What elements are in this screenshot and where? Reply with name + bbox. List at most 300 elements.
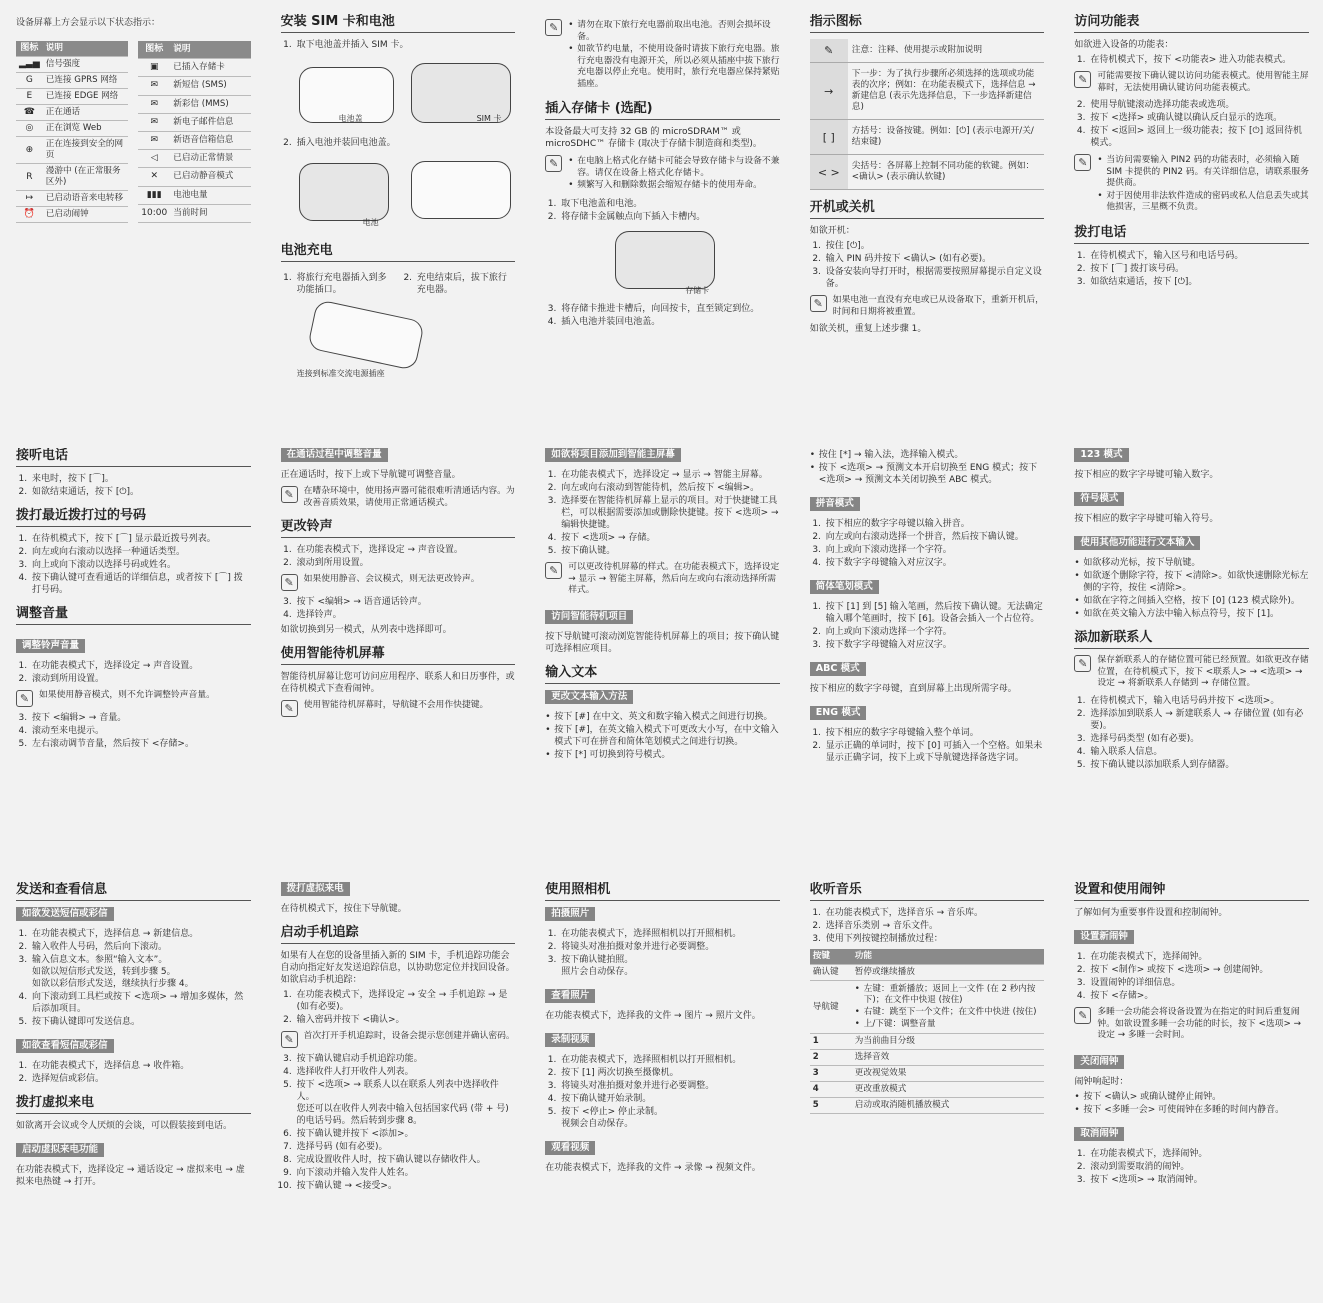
step: 2. 向上或向下滚动选择一个字符。 — [824, 626, 1045, 638]
step: 3. 如欲结束通话，按下 [⏻]。 — [1088, 276, 1309, 288]
indicator-desc: 方括号：设备按键。例如：[⏻] (表示电源开/关/结束键) — [848, 120, 1045, 155]
key-cell: 5 — [810, 1098, 852, 1114]
status-desc: 信号强度 — [43, 57, 129, 73]
bullet: • 左键：重新播放；返回上一文件 (在 2 秒内按下)；在文件中快退 (按住) — [855, 984, 1042, 1006]
note-text: 使用智能待机屏幕时，导航键不会用作快捷键。 — [303, 700, 489, 710]
step: 3. 将存储卡推进卡槽后，向回按卡，直至锁定到位。 — [559, 303, 780, 315]
indicator-icon: [ ] — [810, 120, 848, 155]
paragraph: 在功能表模式下，选择设定 → 通话设定 → 虚拟来电 → 虚拟来电热键 → 打开。 — [16, 1165, 245, 1187]
note-icon: ✎ — [281, 1031, 298, 1048]
step: 7. 选择号码 (如有必要)。 — [295, 1141, 516, 1153]
phone-back-illustration — [281, 55, 516, 133]
col-camera — [529, 882, 794, 1292]
bullet: • 如欲在字符之间插入空格，按下 [0] (123 模式除外)。 — [1074, 595, 1309, 607]
status-desc: 正在连接到安全的网页 — [43, 137, 129, 164]
subheading: 如欲查看短信或彩信 — [16, 1039, 114, 1053]
step: 1. 在功能表模式下，选择音乐 → 音乐库。 — [824, 907, 1045, 919]
step: 2. 显示正确的单词时，按下 [0] 可插入一个空格。如果未显示正确字词，按下上或下导航键选择备选字词。 — [824, 740, 1045, 764]
status-icon: R — [16, 164, 43, 191]
power-off: 如欲关机，重复上述步骤 1。 — [809, 324, 927, 334]
paragraph: 按下相应的数字字母键可输入数字。 — [1074, 470, 1219, 480]
key-row — [810, 1082, 1045, 1098]
status-desc: 已启动语音来电转移 — [43, 191, 129, 207]
status-row — [138, 186, 250, 204]
status-icon: ☎ — [16, 105, 43, 121]
status-icon: 10:00 — [138, 204, 170, 222]
key-cell: 确认键 — [810, 965, 852, 981]
step: 2. 使用导航键滚动选择功能表或选项。 — [1088, 99, 1309, 111]
ringtone-note — [281, 574, 516, 591]
col-memory-card — [529, 14, 794, 414]
paragraph: 按下导航键可滚动浏览智能待机屏幕上的项目；按下确认键可选择相应项目。 — [545, 631, 780, 654]
note-item: • 频繁写入和删除数据会缩短存储卡的使用寿命。 — [568, 180, 780, 192]
step: 2. 选择音乐类别 → 音乐文件。 — [824, 920, 1045, 932]
status-icon: ⏰ — [16, 207, 43, 223]
step: 3. 按下数字字母键输入对应汉字。 — [824, 639, 1045, 651]
step: 1. 在功能表模式下，选择设定 → 安全 → 手机追踪 → 是 (如有必要)。 — [295, 989, 516, 1013]
step: 2. 向左或向右滚动以选择一种通话类型。 — [30, 546, 251, 558]
subheading: 取消闹钟 — [1074, 1127, 1124, 1141]
status-desc: 新彩信 (MMS) — [170, 95, 250, 113]
bullet: • 按下 <确认> 或确认键停止闹钟。 — [1074, 1091, 1309, 1103]
status-icon: ✉ — [138, 131, 170, 149]
heading-redial: 拨打最近拨打过的号码 — [16, 508, 251, 527]
heading-install: 安装 SIM 卡和电池 — [281, 14, 516, 33]
indicator-table — [810, 39, 1045, 190]
status-table-right — [138, 41, 250, 223]
step: 1. 在功能表模式下，选择设定 → 声音设置。 — [30, 660, 251, 672]
step: 3. 设备安装向导打开时，根据需要按照屏幕提示自定义设备。 — [824, 266, 1045, 290]
paragraph: 闹钟响起时： — [1074, 1076, 1129, 1087]
paragraph: 正在通话时，按下上或下导航键可调整音量。 — [280, 470, 461, 480]
status-desc: 已启动正常情景 — [170, 150, 250, 168]
status-icon: ▮▮▮ — [138, 186, 170, 204]
step: 3. 按下确认键启动手机追踪功能。 — [295, 1053, 516, 1065]
step: 1. 在功能表模式下，选择闹钟。 — [1088, 951, 1309, 963]
function-cell: 启动或取消随机播放模式 — [852, 1098, 1045, 1114]
heading-call: 拨打电话 — [1074, 225, 1309, 244]
note-text: 可以更改待机屏幕的样式。在功能表模式下，选择设定 → 显示 → 智能主屏幕，然后向左或向右滚动选择所需样式。 — [568, 562, 780, 595]
col-install — [265, 14, 530, 414]
note-text: 如果电池一直没有充电或已从设备取下，重新开机后，时间和日期将被重置。 — [832, 295, 1044, 317]
bullet: • 如欲在英文输入方法中输入标点符号，按下 [1]。 — [1074, 608, 1309, 620]
step: 1. 按下相应的数字字母键输入整个单词。 — [824, 727, 1045, 739]
power-note — [810, 295, 1045, 318]
subheading: 调整铃声音量 — [16, 639, 85, 653]
status-desc: 电池电量 — [170, 186, 250, 204]
status-desc: 已连接 EDGE 网络 — [43, 89, 129, 105]
step: 4. 按下 <选项> → 存储。 — [559, 532, 780, 544]
step: 3. 按下 <编辑> → 音量。 — [30, 712, 251, 724]
step-text: 按下确认键拍照。 — [561, 955, 634, 965]
note-item: • 在电脑上格式化存储卡可能会导致存储卡与设备不兼容。请仅在设备上格式化存储卡。 — [568, 156, 780, 179]
subheading: 如欲发送短信或彩信 — [16, 907, 114, 921]
step: 1. 在功能表模式下，选择闹钟。 — [1088, 1148, 1309, 1160]
step: 2. 输入密码并按下 <确认>。 — [295, 1014, 516, 1026]
paragraph: 如欲切换到另一模式，从列表中选择即可。 — [280, 625, 452, 635]
indicator-row — [810, 63, 1045, 120]
status-desc: 漫游中 (在正常服务区外) — [43, 164, 129, 191]
status-desc: 已启动闹钟 — [43, 207, 129, 223]
card-intro: 本设备最大可支持 32 GB 的 microSDRAM™ 或 microSDHC™ 存储卡 (取决于存储卡制造商和类型)。 — [545, 127, 762, 149]
pin2-note — [1074, 154, 1309, 215]
music-keys-table — [810, 949, 1045, 1114]
heading-memory-card: 插入存储卡 (选配) — [545, 101, 780, 120]
row-1 — [0, 14, 1323, 414]
row-3 — [0, 882, 1323, 1292]
note-item: • 对于因使用非法软件造成的密码或私人信息丢失或其他损害，三星概不负责。 — [1097, 191, 1309, 214]
step: 3. 将镜头对准拍摄对象并进行必要调整。 — [559, 1080, 780, 1092]
step: 3. 向上或向下滚动以选择号码或姓名。 — [30, 559, 251, 571]
step: 3. 按下 <选择> 或确认键以确认反白显示的选项。 — [1088, 112, 1309, 124]
step: 1. 在待机模式下，按下 <功能表> 进入功能表模式。 — [1088, 54, 1309, 66]
step — [559, 1106, 780, 1130]
subheading: 拼音模式 — [810, 497, 860, 511]
paragraph: 在功能表模式下，选择我的文件 → 图片 → 照片文件。 — [545, 1011, 761, 1021]
step — [30, 954, 251, 990]
subheading: 在通话过程中调整音量 — [281, 448, 388, 462]
status-row — [16, 121, 128, 137]
subheading: ENG 模式 — [810, 706, 867, 720]
heading-music: 收听音乐 — [810, 882, 1045, 901]
status-desc: 正在浏览 Web — [43, 121, 129, 137]
status-icon: ✉ — [138, 77, 170, 95]
subheading: ABC 模式 — [810, 662, 866, 676]
step: 1. 在功能表模式下，选择信息 → 新建信息。 — [30, 928, 251, 940]
status-row — [138, 150, 250, 168]
step: 4. 按下确认键可查看通话的详细信息，或者按下 [⌒] 拨打号码。 — [30, 572, 251, 596]
status-icon: ✉ — [138, 113, 170, 131]
bullet: • 按住 [*] → 输入法，选择输入模式。 — [810, 449, 1045, 461]
heading-volume: 调整音量 — [16, 606, 251, 625]
subheading: 查看照片 — [545, 989, 595, 1003]
heading-power: 开机或关机 — [810, 200, 1045, 219]
note-item: • 如欲节约电量，不使用设备时请拔下旅行充电器。旅行充电器没有电源开关，所以必须从插座中拔下旅行充电器以停止充电。使用时，旅行充电器应保持紧贴插座。 — [568, 44, 780, 90]
step: 2. 按下 [1] 两次切换至摄像机。 — [559, 1067, 780, 1079]
step: 5. 按下确认键即可发送信息。 — [30, 1016, 251, 1028]
th-function: 功能 — [852, 949, 1045, 965]
indicator-desc: 注意：注释、使用提示或附加说明 — [848, 39, 1045, 63]
step: 3. 按下 <编辑> → 语音通话铃声。 — [295, 596, 516, 608]
note-text: 如果使用静音模式，则不允许调整铃声音量。 — [39, 690, 215, 700]
th-desc: 说明 — [43, 41, 129, 57]
step: 3. 按下 <选项> → 取消闹钟。 — [1088, 1174, 1309, 1186]
col-answer — [0, 448, 265, 848]
step: 2. 插入电池并装回电池盖。 — [295, 137, 516, 149]
indicator-row — [810, 155, 1045, 190]
step: 4. 滚动至来电提示。 — [30, 725, 251, 737]
bullet: • 按下 [#]，在英文输入模式下可更改大小写，在中文输入模式下可在拼音和简体笔划模式之间进行切换。 — [545, 724, 780, 748]
step: 4. 输入联系人信息。 — [1088, 746, 1309, 758]
step-text: 视频会自动保存。 — [561, 1119, 634, 1129]
step: 1. 按下 [1] 到 [5] 输入笔画，然后按下确认键。无法确定输入哪个笔画时，按下 [6]。设备会插入一个占位符。 — [824, 601, 1045, 625]
label-cover: 电池盖 — [338, 114, 363, 123]
status-row — [16, 191, 128, 207]
snooze-note — [1074, 1007, 1309, 1042]
step: 1. 取下电池盖并插入 SIM 卡。 — [295, 39, 516, 51]
step-text: 按下 <选项> → 联系人以在联系人列表中选择收件人。 — [296, 1080, 499, 1102]
step-text: 如欲以短信形式发送，转到步骤 5。 — [32, 967, 176, 977]
status-icon: ◁ — [138, 150, 170, 168]
col-status-icons — [0, 14, 265, 414]
step: 2. 输入 PIN 码并按下 <确认> (如有必要)。 — [824, 253, 1045, 265]
note-icon: ✎ — [545, 155, 562, 172]
status-desc: 新电子邮件信息 — [170, 113, 250, 131]
key-cell: 1 — [810, 1034, 852, 1050]
subheading: 符号模式 — [1074, 492, 1124, 506]
power-intro: 如欲开机： — [809, 226, 855, 236]
bullet: • 如欲移动光标，按下导航键。 — [1074, 557, 1309, 569]
subheading: 123 模式 — [1074, 448, 1128, 462]
step: 1. 在功能表模式下，选择设定 → 声音设置。 — [295, 544, 516, 556]
key-row — [810, 1098, 1045, 1114]
heading-add-contact: 添加新联系人 — [1074, 630, 1309, 649]
indicator-desc: 下一步：为了执行步骤所必须选择的选项或功能表的次序；例如：在功能表模式下，选择信息 → 新建信息 (表示先选择信息，下一步选择新建信息) — [848, 63, 1045, 120]
step-text: 您还可以在收件人列表中输入包括国家代码 (带 + 号) 的电话号码。然后转到步骤 8。 — [296, 1104, 509, 1126]
card-illustration — [545, 227, 780, 299]
step: 1. 在待机模式下，按下 [⌒] 显示最近拨号列表。 — [30, 533, 251, 545]
status-icon: ▣ — [138, 59, 170, 77]
status-row — [16, 164, 128, 191]
subheading: 简体笔划模式 — [810, 580, 879, 594]
step: 2. 按下 <制作> 或按下 <选项> → 创建闹钟。 — [1088, 964, 1309, 976]
status-icon: ✉ — [138, 95, 170, 113]
note-item: • 请勿在取下旅行充电器前取出电池。否则会损坏设备。 — [568, 20, 780, 43]
note-icon: ✎ — [1074, 71, 1091, 88]
heading-tracker: 启动手机追踪 — [281, 925, 516, 944]
step: 4. 按下 <返回> 返回上一级功能表；按下 [⏻] 返回待机模式。 — [1088, 125, 1309, 149]
menu-note — [1074, 71, 1309, 94]
th-desc: 说明 — [170, 41, 250, 59]
status-desc: 新语音信箱信息 — [170, 131, 250, 149]
subheading: 录制视频 — [545, 1033, 595, 1047]
step: 4. 按下确认键开始录制。 — [559, 1093, 780, 1105]
function-cell: 暂停或继续播放 — [852, 965, 1045, 981]
step-text: 照片会自动保存。 — [561, 967, 634, 977]
step: 2. 向左或向右滚动到智能待机，然后按下 <编辑>。 — [559, 482, 780, 494]
bullet: • 按下 <多睡一会> 可使闹钟在多睡的时间内静音。 — [1074, 1104, 1309, 1116]
note-text: 多睡一会功能会将设备设置为在指定的时间后重复闹钟。如欲设置多睡一会功能的时长，按下 <选项> → 设定 → 多睡一会时间。 — [1097, 1007, 1302, 1040]
subheading: 启动虚拟来电功能 — [16, 1143, 104, 1157]
col-ringtone — [265, 448, 530, 848]
key-row — [810, 1034, 1045, 1050]
step: 2. 如欲结束通话，按下 [⏻]。 — [30, 486, 251, 498]
status-table-left — [16, 41, 128, 223]
charger-illustration — [281, 304, 516, 380]
subheading: 关闭闹钟 — [1074, 1055, 1124, 1069]
note-icon: ✎ — [281, 700, 298, 717]
note-text: 如果使用静音、会议模式，则无法更改铃声。 — [303, 574, 480, 584]
status-icon: ✕ — [138, 168, 170, 186]
step: 2. 滚动到所用设置。 — [30, 673, 251, 685]
step: 1. 将旅行充电器插入到多功能插口。 — [295, 272, 395, 296]
step: 2. 将镜头对准拍摄对象并进行必要调整。 — [559, 941, 780, 953]
bullet: • 右键：跳至下一个文件；在文件中快进 (按住) — [855, 1007, 1042, 1018]
note-text: 在嘈杂环境中，使用扬声器可能很难听清通话内容。为改善音质效果，请使用正常通话模式。 — [303, 486, 515, 508]
col-menu — [1058, 14, 1323, 414]
step: 1. 在待机模式下，输入电话号码并按下 <选项>。 — [1088, 695, 1309, 707]
step: 2. 充电结束后，拔下旅行充电器。 — [415, 272, 515, 296]
step: 3. 向上或向下滚动选择一个字符。 — [824, 544, 1045, 556]
indicator-desc: 尖括号：各屏幕上控制不同功能的软键。例如：<确认> (表示确认软键) — [848, 155, 1045, 190]
function-cell: 更改重放模式 — [852, 1082, 1045, 1098]
status-row — [138, 131, 250, 149]
paragraph: 在待机模式下，按住下导航键。 — [280, 904, 407, 914]
th-icon: 图标 — [138, 41, 170, 59]
step-text: 如欲以彩信形式发送，继续执行步骤 4。 — [32, 979, 194, 989]
step: 1. 在功能表模式下，选择照相机以打开照相机。 — [559, 928, 780, 940]
paragraph: 了解如何为重要事件设置和控制闹钟。 — [1074, 908, 1228, 918]
call-volume-note — [281, 486, 516, 509]
step: 4. 插入电池并装回电池盖。 — [559, 316, 780, 328]
status-row — [138, 113, 250, 131]
function-cell: 选择音效 — [852, 1050, 1045, 1066]
paragraph: 在功能表模式下，选择我的文件 → 录像 → 视频文件。 — [545, 1163, 761, 1173]
step: 2. 输入收件人号码，然后向下滚动。 — [30, 941, 251, 953]
paragraph: 如欲离开会议或令人厌烦的会谈，可以假装接到电话。 — [16, 1121, 233, 1131]
status-row — [16, 73, 128, 89]
volume-note — [16, 690, 251, 707]
status-row — [138, 95, 250, 113]
status-row — [138, 59, 250, 77]
heading-answer: 接听电话 — [16, 448, 251, 467]
status-icon: G — [16, 73, 43, 89]
step: 2. 选择添加到联系人 → 新建联系人 → 存储位置 (如有必要)。 — [1088, 708, 1309, 732]
label-plug: 连接到标准交流电源插座 — [296, 369, 385, 378]
note-icon: ✎ — [545, 562, 562, 579]
paragraph: 如果有人在您的设备里插入新的 SIM 卡，手机追踪功能会自动向指定好友发送追踪信息，以协助您定位并找回设备。如欲启动手机追踪： — [280, 951, 515, 985]
th-icon: 图标 — [16, 41, 43, 57]
status-desc: 已启动静音模式 — [170, 168, 250, 186]
heading-alarm: 设置和使用闹钟 — [1074, 882, 1309, 901]
indicator-icon: < > — [810, 155, 848, 190]
step: 4. 按下 <存储>。 — [1088, 990, 1309, 1002]
note-icon: ✎ — [16, 690, 33, 707]
card-note — [545, 155, 780, 193]
bullet: • 按下 [*] 可切换到符号模式。 — [545, 749, 780, 761]
label-sim: SIM 卡 — [476, 114, 502, 123]
paragraph: 按下相应的数字字母键，直到屏幕上出现所需字母。 — [809, 684, 1017, 694]
step: 1. 按住 [⏻]。 — [824, 240, 1045, 252]
heading-smart-idle: 使用智能待机屏幕 — [281, 646, 516, 665]
step: 2. 向左或向右滚动选择一个拼音，然后按下确认键。 — [824, 531, 1045, 543]
key-cell: 2 — [810, 1050, 852, 1066]
heading-messages: 发送和查看信息 — [16, 882, 251, 901]
key-row — [810, 1050, 1045, 1066]
note-text: 首次打开手机追踪时，设备会提示您创建并确认密码。 — [303, 1031, 515, 1041]
label-card: 存储卡 — [685, 285, 710, 295]
step: 1. 在功能表模式下，选择照相机以打开照相机。 — [559, 1054, 780, 1066]
status-icon: ⊕ — [16, 137, 43, 164]
indicator-icon: → — [810, 63, 848, 120]
menu-intro: 如欲进入设备的功能表： — [1074, 40, 1174, 50]
status-row — [138, 204, 250, 222]
heading-camera: 使用照相机 — [545, 882, 780, 901]
step: 1. 按下相应的数字字母键以输入拼音。 — [824, 518, 1045, 530]
bullet: • 按下 [#] 在中文、英文和数字输入模式之间进行切换。 — [545, 711, 780, 723]
step: 4. 选择铃声。 — [295, 609, 516, 621]
note-icon: ✎ — [545, 19, 562, 36]
step: 1. 在功能表模式下，选择设定 → 显示 → 智能主屏幕。 — [559, 469, 780, 481]
col-smart-home — [529, 448, 794, 848]
tracker-note — [281, 1031, 516, 1048]
step: 2. 按下 [⌒] 拨打该号码。 — [1088, 263, 1309, 275]
contact-note — [1074, 655, 1309, 690]
status-desc: 新短信 (SMS) — [170, 77, 250, 95]
status-desc: 已连接 GPRS 网络 — [43, 73, 129, 89]
step: 3. 设置闹钟的详细信息。 — [1088, 977, 1309, 989]
status-row — [138, 77, 250, 95]
status-icon: ▂▃▅ — [16, 57, 43, 73]
heading-charge: 电池充电 — [281, 243, 516, 262]
status-row — [16, 207, 128, 223]
bullet: • 上/下键：调整音量 — [855, 1019, 1042, 1030]
status-row — [16, 89, 128, 105]
indicator-icon: ✎ — [810, 39, 848, 63]
status-row — [16, 57, 128, 73]
note-text: 可能需要按下确认键以访问功能表模式。使用智能主屏幕时，无法使用确认键访问功能表模式。 — [1097, 71, 1309, 93]
status-icon: ◎ — [16, 121, 43, 137]
col-messages — [0, 882, 265, 1292]
status-desc: 已插入存储卡 — [170, 59, 250, 77]
key-cell: 导航键 — [810, 981, 852, 1034]
step: 1. 在功能表模式下，选择信息 → 收件箱。 — [30, 1060, 251, 1072]
step: 6. 按下确认键并按下 <添加>。 — [295, 1128, 516, 1140]
smart-idle-note — [281, 700, 516, 717]
paragraph: 按下相应的数字字母键可输入符号。 — [1074, 514, 1219, 524]
function-cell: 为当前曲目分级 — [852, 1034, 1045, 1050]
subheading: 拨打虚拟来电 — [281, 882, 350, 896]
heading-text-input: 输入文本 — [545, 665, 780, 684]
heading-indicators: 指示图标 — [810, 14, 1045, 33]
col-indicators — [794, 14, 1059, 414]
note-text: 保存新联系人的存储位置可能已经预置。如欲更改存储位置，在待机模式下，按下 <联系人> → <选项> → 设定 → 将新联系人存储到 → 存储位置。 — [1097, 655, 1309, 688]
function-cell: 更改视觉效果 — [852, 1066, 1045, 1082]
step: 2. 选择短信或彩信。 — [30, 1073, 251, 1085]
key-cell: 3 — [810, 1066, 852, 1082]
status-row — [138, 168, 250, 186]
caution-note — [545, 19, 780, 91]
step: 3. 选择号码类型 (如有必要)。 — [1088, 733, 1309, 745]
step: 5. 左右滚动调节音量，然后按下 <存储>。 — [30, 738, 251, 750]
col-tracker — [265, 882, 530, 1292]
status-desc: 正在通话 — [43, 105, 129, 121]
step: 2. 滚动到所用设置。 — [295, 557, 516, 569]
key-row — [810, 1066, 1045, 1082]
step: 3. 使用下列按键控制播放过程： — [824, 933, 1045, 945]
note-icon: ✎ — [281, 574, 298, 591]
subheading: 使用其他功能进行文本输入 — [1074, 536, 1200, 550]
step: 1. 在待机模式下，输入区号和电话号码。 — [1088, 250, 1309, 262]
status-icon: E — [16, 89, 43, 105]
step: 1. 来电时，按下 [⌒]。 — [30, 473, 251, 485]
status-row — [16, 105, 128, 121]
indicator-row — [810, 39, 1045, 63]
step: 4. 向下滚动到工具栏或按下 <选项> → 增加多媒体，然后添加项目。 — [30, 991, 251, 1015]
indicator-row — [810, 120, 1045, 155]
th-key: 按键 — [810, 949, 852, 965]
status-icon: ↦ — [16, 191, 43, 207]
heading-menu: 访问功能表 — [1074, 14, 1309, 33]
step: 9. 向下滚动并输入发件人姓名。 — [295, 1167, 516, 1179]
note-icon: ✎ — [1074, 154, 1091, 171]
heading-ringtone: 更改铃声 — [281, 519, 516, 538]
battery-illustration — [281, 153, 516, 233]
step — [295, 1079, 516, 1127]
step: 2. 将存储卡金属触点向下插入卡槽内。 — [559, 211, 780, 223]
subheading: 拍摄照片 — [545, 907, 595, 921]
key-cell: 4 — [810, 1082, 852, 1098]
